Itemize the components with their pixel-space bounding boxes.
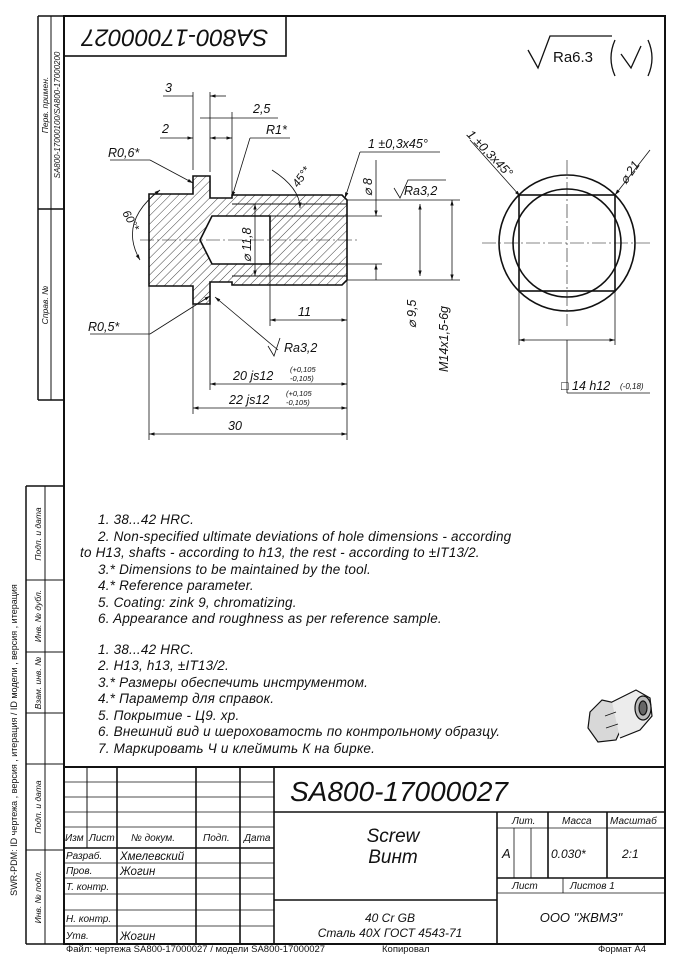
note-en-3: to H13, shafts - according to h13, the rest - according to ±IT13/2. — [80, 545, 480, 560]
dim-square-tol: (-0,18) — [620, 382, 644, 391]
dim-chamfer-1: 1 ±0,3x45° — [368, 137, 428, 151]
footer-file: Файл: чертежа SA800-17000027 / модели SA800-17000027 — [66, 944, 326, 955]
notes-en — [80, 512, 600, 628]
role-razrab: Разраб. — [66, 851, 103, 862]
note-ru-5: 5. Покрытие - Ц9. хр. — [98, 707, 240, 723]
side-label-podp-data-1: Подп. и дата — [33, 507, 43, 561]
dim-11: 11 — [298, 305, 311, 319]
dim-22-tol-up: (+0,105 — [286, 389, 312, 398]
dim-20-tol-dn: -0,105) — [290, 374, 314, 383]
lit-value: А — [502, 846, 511, 861]
side-label-vzam-inv: Взам. инв. № — [33, 656, 43, 710]
dim-2: 2 — [162, 122, 169, 136]
mass-value: 0.030* — [551, 847, 586, 861]
note-en-6: 5. Coating: zink 9, chromatizing. — [98, 594, 297, 610]
note-ru-1: 1. 38...42 HRC. — [98, 641, 195, 657]
side-label-perv-primen: Перв. примен. — [40, 76, 50, 134]
dim-angle-45: 45°* — [290, 164, 314, 190]
side-label-inv-dubl: Инв. № дубл. — [33, 589, 43, 643]
note-en-5: 4.* Reference parameter. — [98, 578, 254, 593]
hdr-izm: Изм — [65, 833, 84, 844]
material-line-1: 40 Cr GB — [364, 911, 416, 925]
technical-notes — [80, 512, 600, 757]
hdr-data: Дата — [244, 833, 271, 844]
title-name-ru: Винт — [368, 847, 418, 868]
footer-format: Формат А4 — [598, 944, 647, 955]
dim-20-tol-up: (+0,105 — [290, 365, 316, 374]
title-name-en: Screw — [366, 826, 420, 847]
hdr-scale: Масштаб — [610, 816, 657, 827]
hdr-massa: Масса — [562, 816, 592, 827]
dim-r0-6: R0,6* — [108, 146, 140, 160]
dim-22-js12: 22 js12 — [229, 393, 270, 407]
scale-value: 2:1 — [622, 847, 639, 861]
hdr-docnum: № докум. — [131, 833, 176, 844]
side-label-inv-podl: Инв. № подл. — [33, 870, 43, 924]
notes-ru — [80, 642, 600, 758]
material-line-2: Сталь 40Х ГОСТ 4543-71 — [317, 926, 463, 940]
note-en-4: 3.* Dimensions to be maintained by the tool. — [98, 561, 371, 577]
side-label-swr-pdm: SWR-PDM: ID чертежа , версия , итерация / ID модели , версия , итерация — [9, 584, 19, 896]
dim-20-js12: 20 js12 — [233, 369, 274, 383]
name-razrab: Хмелевский — [120, 851, 185, 863]
side-label-sprav: Справ. № — [40, 285, 50, 325]
note-en-7: 6. Appearance and roughness as per reference sample. — [98, 611, 442, 626]
name-prov: Жогин — [120, 866, 156, 878]
dim-dia-21: ⌀ 21 — [616, 158, 643, 187]
title-designation: SA800-17000027 — [290, 776, 508, 807]
dim-r0-5: R0,5* — [88, 320, 120, 334]
dim-dia-9-5: ⌀ 9,5 — [405, 299, 419, 328]
company-name: ООО "ЖВМЗ" — [539, 910, 623, 925]
dim-r1: R1* — [266, 123, 287, 137]
inverted-stamp — [64, 16, 286, 56]
hdr-lit: Лит. — [512, 816, 536, 827]
note-ru-2: 2. H13, h13, ±IT13/2. — [98, 658, 229, 673]
footer-copied: Копировал — [382, 944, 430, 955]
role-prov: Пров. — [66, 866, 93, 877]
role-utv: Утв. — [66, 931, 89, 942]
dim-22-tol-dn: -0,105) — [286, 398, 310, 407]
dim-2-5: 2,5 — [253, 102, 271, 116]
side-label-podp-data-2: Подп. и дата — [33, 780, 43, 834]
inverted-stamp-code: SA800-17000027 — [81, 23, 269, 51]
note-ru-6: 6. Внешний вид и шероховатость по контрольному образцу. — [98, 724, 501, 739]
note-ru-4: 4.* Параметр для справок. — [98, 691, 275, 706]
roughness-ra32-upper: Ra3,2 — [404, 184, 438, 198]
side-label-perv-primen-value: SA800-17000100/SA800-17000200 — [53, 51, 62, 179]
dim-3: 3 — [165, 81, 172, 95]
role-tkontr: Т. контр. — [66, 882, 110, 893]
note-ru-3: 3.* Размеры обеспечить инструментом. — [98, 674, 369, 690]
hdr-list: Лист — [89, 833, 115, 844]
note-en-2: 2. Non-specified ultimate deviations of hole dimensions - according — [98, 528, 512, 544]
general-roughness-label: Ra6.3 — [553, 49, 594, 66]
note-ru-7: 7. Маркировать Ч и клеймить К на бирке. — [98, 740, 376, 756]
dim-dia-11-8: ⌀ 11,8 — [240, 227, 254, 262]
sheet-label: Лист — [512, 881, 538, 892]
name-utv: Жогин — [120, 931, 156, 943]
roughness-ra32-lower: Ra3,2 — [284, 341, 318, 355]
note-en-1: 1. 38...42 HRC. — [98, 512, 195, 527]
dim-30: 30 — [228, 419, 242, 433]
hdr-podp: Подп. — [203, 833, 230, 844]
dim-angle-60: 60°* — [119, 208, 141, 234]
sheets-label: Листов 1 — [570, 881, 615, 892]
dim-dia-8: ⌀ 8 — [361, 178, 375, 196]
dim-chamfer-2: 1 ±0,3x45° — [463, 127, 516, 181]
dim-thread: M14x1,5-6g — [437, 305, 451, 372]
dim-square-14: □ 14 h12 — [561, 379, 611, 393]
role-nkontr: Н. контр. — [66, 914, 112, 925]
